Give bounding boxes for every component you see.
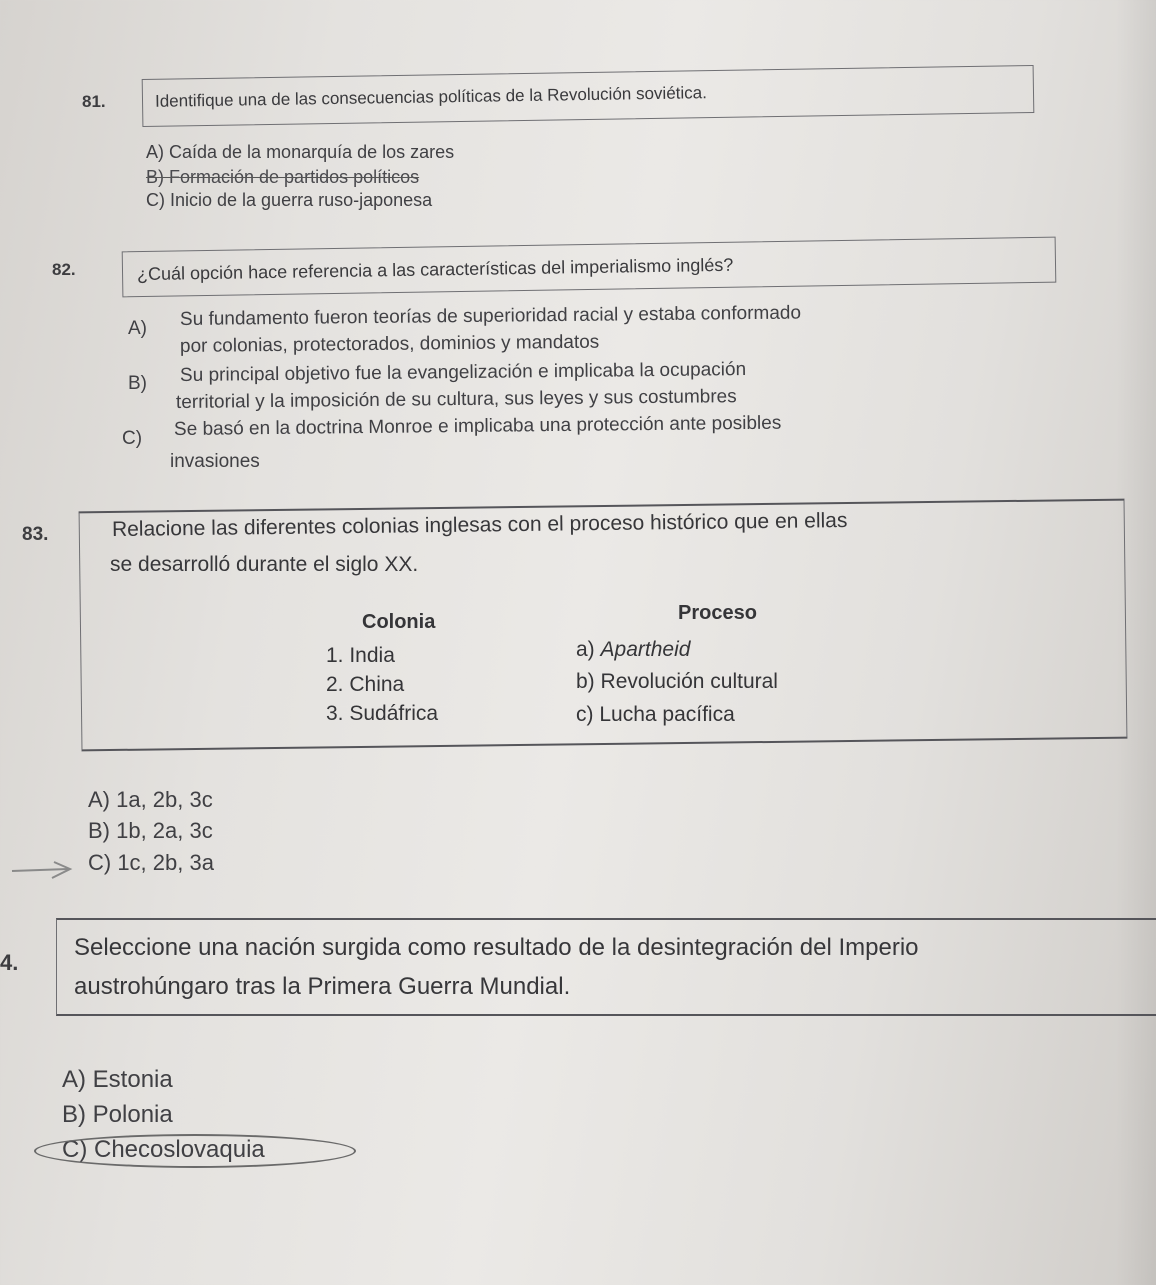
q83-option-a: A) 1a, 2b, 3c <box>88 787 213 812</box>
proceso-header: Proceso <box>678 602 757 624</box>
q83-option-b: B) 1b, 2a, 3c <box>88 818 213 843</box>
question-83-text-line1: Relacione las diferentes colonias inglesas con el proceso histórico que en ellas <box>111 509 848 541</box>
question-84-text-line1: Seleccione una nación surgida como resultado de la desintegración del Imperio <box>74 934 919 961</box>
q82-option-b-letter: B) <box>128 373 147 394</box>
question-82-number: 82. <box>52 260 76 279</box>
question-84-box <box>56 918 1156 1016</box>
colonia-1: 1. India <box>326 644 395 667</box>
proceso-b: b) Revolución cultural <box>576 670 778 693</box>
q84-option-b: B) Polonia <box>62 1101 173 1128</box>
hand-drawn-arrow-icon <box>10 858 80 880</box>
q82-option-c-letter: C) <box>122 428 143 449</box>
q82-option-a-line1: Su fundamento fueron teorías de superioridad racial y estaba conformado <box>179 302 802 330</box>
question-83-text-line2: se desarrolló durante el siglo XX. <box>110 553 419 576</box>
question-82-text: ¿Cuál opción hace referencia a las características del imperialismo inglés? <box>136 254 734 285</box>
q82-option-a-line2: por colonias, protectorados, dominios y mandatos <box>179 331 600 357</box>
question-81-box <box>142 65 1035 127</box>
q84-option-a: A) Estonia <box>62 1066 173 1093</box>
proceso-a: a) Apartheid <box>576 638 691 661</box>
q82-option-b-line2: territorial y la imposición de su cultura, sus leyes y sus costumbres <box>175 386 737 413</box>
colonia-2: 2. China <box>326 673 405 696</box>
q81-option-b: B) Formación de partidos políticos <box>146 167 420 187</box>
q83-option-c: C) 1c, 2b, 3a <box>88 850 214 875</box>
colonia-3: 3. Sudáfrica <box>326 702 439 725</box>
q81-option-c: C) Inicio de la guerra ruso-japonesa <box>146 190 433 210</box>
question-81-number: 81. <box>82 92 106 111</box>
q82-option-b-line1: Su principal objetivo fue la evangelización e implicaba la ocupación <box>179 359 747 386</box>
q82-option-c-line1: Se basó en la doctrina Monroe e implicaba una protección ante posibles <box>173 412 782 440</box>
question-83-number: 83. <box>22 524 49 545</box>
q81-option-a: A) Caída de la monarquía de los zares <box>146 142 455 162</box>
question-84-number: 4. <box>0 950 19 975</box>
question-82-box <box>122 237 1057 298</box>
answer-circle-mark <box>34 1134 356 1168</box>
question-84-text-line2: austrohúngaro tras la Primera Guerra Mundial. <box>74 973 571 1000</box>
q82-option-c-line2: invasiones <box>170 451 260 472</box>
proceso-c: c) Lucha pacífica <box>576 703 735 726</box>
question-81-text: Identifique una de las consecuencias políticas de la Revolución soviética. <box>154 83 708 111</box>
colonia-header: Colonia <box>362 611 436 633</box>
q84-option-c: C) Checoslovaquia <box>62 1136 265 1163</box>
q82-option-a-letter: A) <box>128 318 147 339</box>
